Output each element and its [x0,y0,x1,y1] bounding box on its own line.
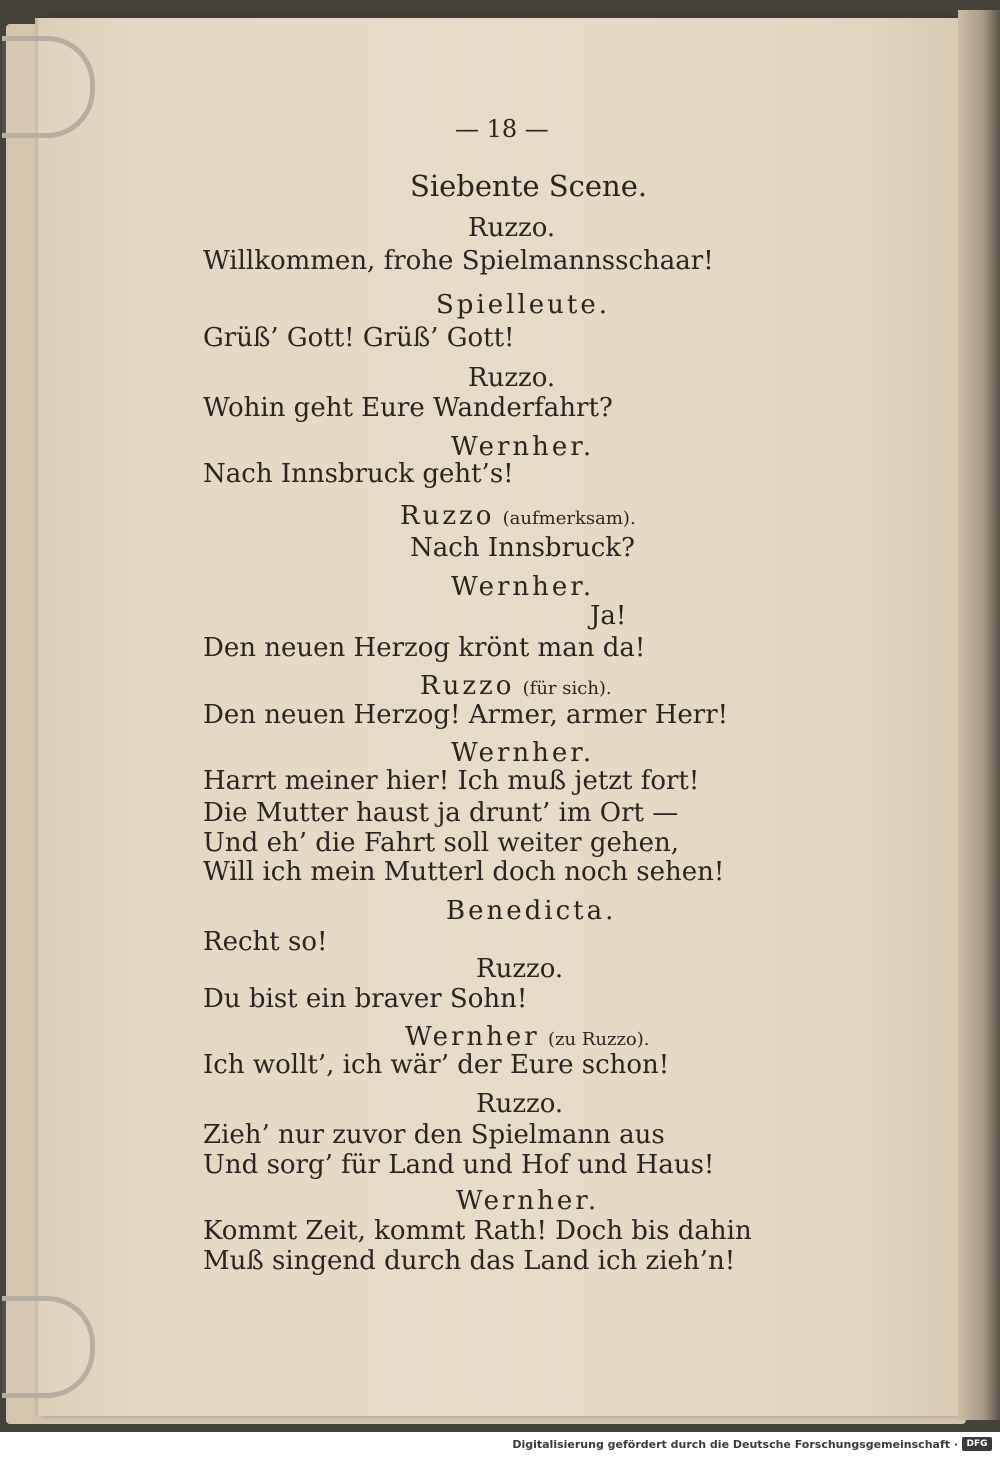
page-number: — 18 — [455,115,549,143]
verse-line: Muß singend durch das Land ich zieh’n! [203,1246,736,1276]
speaker-name: Ruzzo. [476,1089,564,1119]
stage-direction: (für sich). [522,678,612,699]
speaker-name: Ruzzo. [476,954,564,984]
speaker-name: Ruzzo [420,671,515,701]
verse-line: Kommt Zeit, kommt Rath! Doch bis dahin [203,1216,752,1246]
verse-line: Nach Innsbruck geht’s! [203,459,514,489]
dfg-logo-icon: DFG [962,1437,992,1451]
speaker-name: Spielleute. [436,290,611,320]
scene-title: Siebente Scene. [410,169,648,203]
funding-credit: Digitalisierung gefördert durch die Deutsche Forschungsgemeinschaft · [512,1438,958,1451]
verse-line: Ich wollt’, ich wär’ der Eure schon! [203,1050,670,1080]
speaker-name: Wernher. [451,738,595,768]
verse-line: Ja! [590,601,627,631]
book-spine-edge [958,10,1000,1420]
speaker-name: Ruzzo. [468,363,556,393]
clamp-bottom-icon [2,1296,95,1398]
verse-line: Den neuen Herzog! Armer, armer Herr! [203,700,729,730]
verse-line: Grüß’ Gott! Grüß’ Gott! [203,323,515,353]
speaker-name: Ruzzo. [468,213,556,243]
verse-line: Du bist ein braver Sohn! [203,984,528,1014]
verse-line: Will ich mein Mutterl doch noch sehen! [203,857,725,887]
stage-direction: (aufmerksam). [502,508,636,529]
verse-line: Und sorg’ für Land und Hof und Haus! [203,1150,715,1180]
verse-line: Die Mutter haust ja drunt’ im Ort — [203,798,679,828]
speaker-name: Benedicta. [446,896,617,926]
verse-line: Nach Innsbruck? [410,533,635,563]
speaker-name: Wernher. [451,432,595,462]
clamp-top-icon [2,36,95,138]
speaker-name: Ruzzo [400,501,495,531]
speaker-with-direction [400,500,636,535]
verse-line: Den neuen Herzog krönt man da! [203,633,646,663]
verse-line: Zieh’ nur zuvor den Spielmann aus [203,1120,665,1150]
verse-line: Recht so! [203,927,328,957]
verse-line: Und eh’ die Fahrt soll weiter gehen, [203,828,680,858]
verse-line: Wohin geht Eure Wanderfahrt? [203,393,613,423]
speaker-name: Wernher. [451,572,595,602]
verse-line: Harrt meiner hier! Ich muß jetzt fort! [203,766,700,796]
verse-line: Willkommen, frohe Spielmannsschaar! [203,246,714,276]
stage-direction: (zu Ruzzo). [548,1029,650,1050]
speaker-name: Wernher. [456,1186,600,1216]
speaker-name: Wernher [405,1022,540,1052]
